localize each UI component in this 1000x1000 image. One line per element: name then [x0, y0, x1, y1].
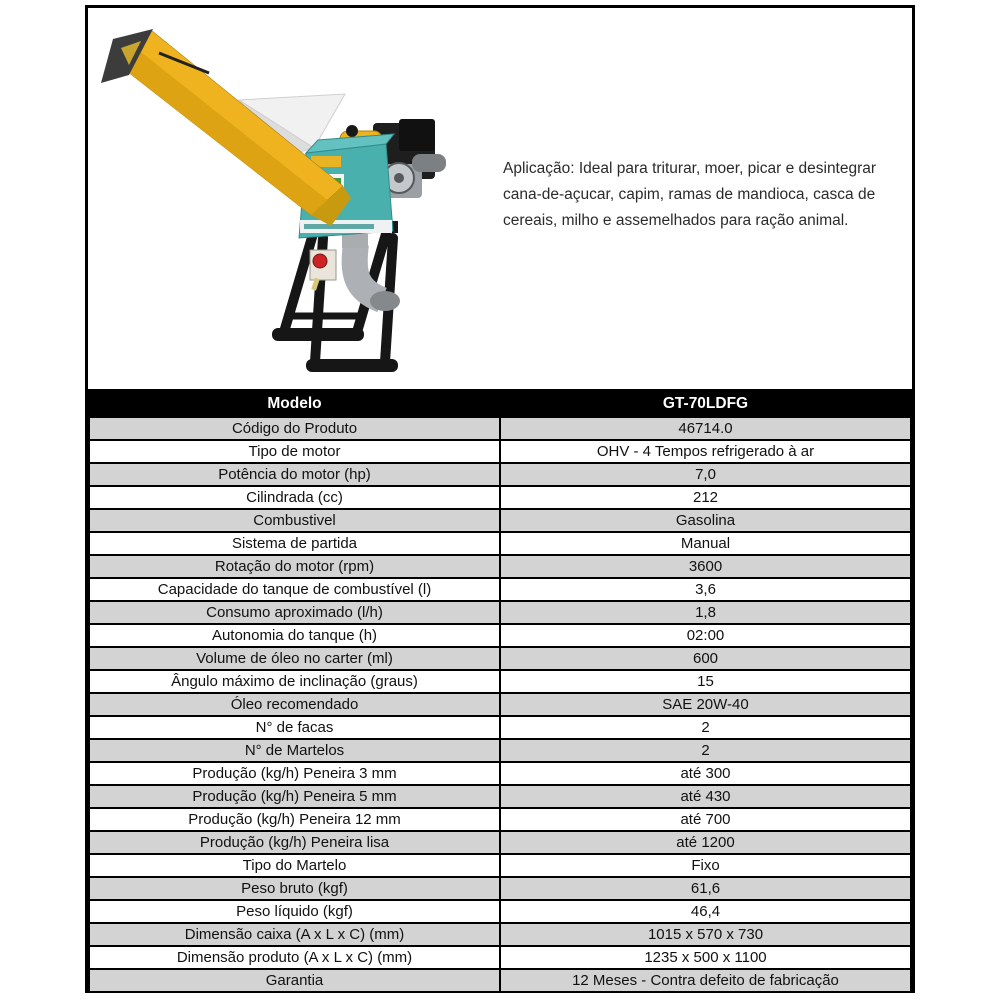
spec-row-value: até 1200 — [500, 831, 911, 854]
spec-table-row — [89, 739, 911, 762]
spec-table-row — [89, 854, 911, 877]
spec-row-label: N° de facas — [89, 716, 500, 739]
spec-row-label: Dimensão caixa (A x L x C) (mm) — [89, 923, 500, 946]
spec-row-value: 02:00 — [500, 624, 911, 647]
spec-row-value: Manual — [500, 532, 911, 555]
spec-table-row — [89, 946, 911, 969]
spec-table-row — [89, 808, 911, 831]
spec-row-label: Rotação do motor (rpm) — [89, 555, 500, 578]
spec-row-label: Volume de óleo no carter (ml) — [89, 647, 500, 670]
spec-row-label: Produção (kg/h) Peneira lisa — [89, 831, 500, 854]
spec-row-value: SAE 20W-40 — [500, 693, 911, 716]
spec-row-value: 3600 — [500, 555, 911, 578]
spec-row-value: 1015 x 570 x 730 — [500, 923, 911, 946]
spec-row-label: Óleo recomendado — [89, 693, 500, 716]
spec-table-row — [89, 578, 911, 601]
spec-row-label: Produção (kg/h) Peneira 12 mm — [89, 808, 500, 831]
spec-row-value: 212 — [500, 486, 911, 509]
spec-row-label: Autonomia do tanque (h) — [89, 624, 500, 647]
spec-table-row — [89, 762, 911, 785]
spec-table-row — [89, 532, 911, 555]
spec-row-label: Consumo aproximado (l/h) — [89, 601, 500, 624]
spec-table-row — [89, 785, 911, 808]
spec-table-row — [89, 509, 911, 532]
spec-table-header-row — [89, 390, 911, 417]
spec-row-value: até 700 — [500, 808, 911, 831]
spec-row-value: Fixo — [500, 854, 911, 877]
spec-table-row — [89, 486, 911, 509]
spec-row-value: 1,8 — [500, 601, 911, 624]
spec-row-label: Produção (kg/h) Peneira 5 mm — [89, 785, 500, 808]
spec-row-label: Sistema de partida — [89, 532, 500, 555]
spec-row-label: Tipo do Martelo — [89, 854, 500, 877]
spec-row-label: Cilindrada (cc) — [89, 486, 500, 509]
spec-table-row — [89, 716, 911, 739]
spec-header-model-value: GT-70LDFG — [500, 390, 911, 417]
spec-row-label: Ângulo máximo de inclinação (graus) — [89, 670, 500, 693]
spec-row-value: 61,6 — [500, 877, 911, 900]
spec-table-row — [89, 877, 911, 900]
spec-row-label: Tipo de motor — [89, 440, 500, 463]
spec-table-row — [89, 693, 911, 716]
application-description: Aplicação: Ideal para triturar, moer, picar e desintegrar cana-de-açucar, capim, ramas de mandioca, casca de cereais, milho e assemelhados para ração animal. — [503, 160, 877, 230]
spec-row-label: Garantia — [89, 969, 500, 992]
spec-table-row — [89, 831, 911, 854]
spec-table-row — [89, 969, 911, 992]
spec-table — [88, 389, 912, 993]
spec-row-value: 2 — [500, 716, 911, 739]
spec-row-value: até 430 — [500, 785, 911, 808]
spec-table-row — [89, 601, 911, 624]
spec-row-label: Código do Produto — [89, 417, 500, 440]
spec-row-value: 7,0 — [500, 463, 911, 486]
spec-row-value: 1235 x 500 x 1100 — [500, 946, 911, 969]
spec-row-value: 15 — [500, 670, 911, 693]
spec-table-row — [89, 647, 911, 670]
spec-row-label: N° de Martelos — [89, 739, 500, 762]
spec-table-row — [89, 624, 911, 647]
spec-header-model-label: Modelo — [89, 390, 500, 417]
page-frame — [85, 5, 915, 993]
spec-row-label: Peso bruto (kgf) — [89, 877, 500, 900]
product-image — [94, 16, 486, 388]
spec-row-label: Peso líquido (kgf) — [89, 900, 500, 923]
spec-row-value: 3,6 — [500, 578, 911, 601]
spec-row-label: Capacidade do tanque de combustível (l) — [89, 578, 500, 601]
spec-row-label: Combustivel — [89, 509, 500, 532]
spec-row-value: até 300 — [500, 762, 911, 785]
spec-table-row — [89, 555, 911, 578]
spec-row-value: 2 — [500, 739, 911, 762]
product-overview-section — [88, 8, 912, 389]
spec-table-row — [89, 670, 911, 693]
spec-row-value: 600 — [500, 647, 911, 670]
spec-row-value: 46714.0 — [500, 417, 911, 440]
spec-table-row — [89, 440, 911, 463]
spec-row-label: Produção (kg/h) Peneira 3 mm — [89, 762, 500, 785]
spec-row-label: Potência do motor (hp) — [89, 463, 500, 486]
spec-table-row — [89, 463, 911, 486]
spec-row-label: Dimensão produto (A x L x C) (mm) — [89, 946, 500, 969]
spec-table-row — [89, 923, 911, 946]
spec-table-row — [89, 900, 911, 923]
spec-row-value: 46,4 — [500, 900, 911, 923]
spec-row-value: 12 Meses - Contra defeito de fabricação — [500, 969, 911, 992]
spec-table-row — [89, 417, 911, 440]
spec-row-value: OHV - 4 Tempos refrigerado à ar — [500, 440, 911, 463]
spec-row-value: Gasolina — [500, 509, 911, 532]
